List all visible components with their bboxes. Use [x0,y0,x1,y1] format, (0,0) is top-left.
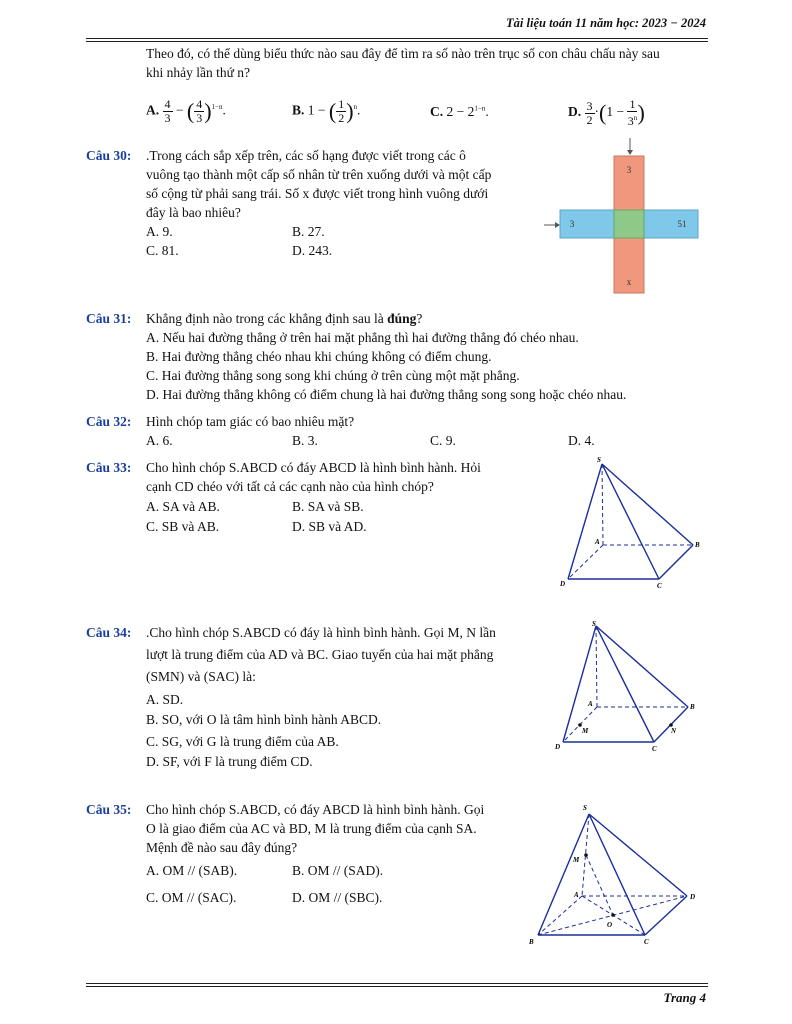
svg-text:O: O [607,921,613,929]
grid-right-value: 51 [677,219,687,229]
q32-label: Câu 32: [86,414,132,429]
q32-option-b: B. 3. [292,433,318,448]
q30-option-a: A. 9. [146,224,173,239]
q30-option-d: D. 243. [292,243,333,258]
q29-option-c: C. $2 - 2^{1-n}$. [430,104,489,119]
q35-option-c: C. OM // (SAC). [146,890,237,905]
q32-option-a: A. 6. [146,433,173,448]
down-arrow-head-icon [627,150,633,155]
q33-label: Câu 33: [86,460,132,475]
q34-option-b: B. SO, với O là tâm hình bình hành ABCD. [146,712,382,727]
svg-text:S: S [592,620,596,628]
grid-cell-center [614,210,644,238]
q34-line-3: (SMN) và (SAC) là: [146,669,256,684]
q35-option-a: A. OM // (SAB). [146,863,238,878]
q29-option-b: B. 1 − ( $\frac{1}{2}$ )$^n$. [292,97,361,125]
q34-line-1: .Cho hình chóp S.ABCD có đáy là hình bình hành. Gọi M, N lần [146,625,496,640]
q33-option-b: B. SA và SB. [292,499,364,514]
svg-text:S: S [583,804,587,812]
svg-text:A: A [574,891,579,899]
q32-option-d: D. 4. [568,433,595,448]
q31-option-d: D. Hai đường thẳng không có điểm chung là hai đường thẳng song song hoặc chéo nhau. [146,387,627,402]
q34-option-c: C. SG, với G là trung điểm của AB. [146,734,339,749]
q30-label: Câu 30: [86,148,132,163]
q35-option-b: B. OM // (SAD). [292,863,384,878]
page-number: Trang 4 [663,990,706,1005]
q31-option-b: B. Hai đường thẳng chéo nhau khi chúng không có điểm chung. [146,349,492,364]
header-rule-2 [86,41,708,42]
grid-top-value: 3 [626,165,632,175]
q34-label: Câu 34: [86,625,132,640]
svg-text:B: B [695,541,700,549]
q33-option-c: C. SB và AB. [146,519,220,534]
q35-line-2: O là giao điểm của AC và BD, M là trung điểm của cạnh SA. [146,821,477,836]
svg-text:B: B [690,703,695,711]
svg-text:M: M [582,727,589,735]
svg-text:D: D [555,743,561,751]
svg-text:N: N [671,727,677,735]
q35-option-d: D. OM // (SBC). [292,890,383,905]
q35-line-1: Cho hình chóp S.ABCD, có đáy ABCD là hình bình hành. Gọi [146,802,485,817]
footer-rule [86,983,708,984]
intro-line-1: Theo đó, có thể dùng biểu thức nào sau đây để tìm ra số nào trên trục số con châu chấu này sau [146,46,660,61]
grid-bottom-value: x [626,277,632,287]
q30-line-2: vuông tạo thành một cấp số nhân từ trên xuống dưới và một cấp [146,167,492,182]
grid-cell-right [644,210,698,238]
q31-stem: Khẳng định nào trong các khẳng định sau là đúng? [146,311,423,326]
q31-option-c: C. Hai đường thẳng song song khi chúng ở trên cùng một mặt phẳng. [146,368,520,383]
q33-line-1: Cho hình chóp S.ABCD có đáy ABCD là hình bình hành. Hỏi [146,460,481,475]
header-rule [86,38,708,39]
svg-text:D: D [690,893,696,901]
q30-option-c: C. 81. [146,243,179,258]
q29-option-a: A. $\frac{4}{3}$ − ( $\frac{4}{3}$ )$^{1-n}$. [146,97,226,125]
grid-cell-left [560,210,614,238]
svg-text:D: D [560,580,566,588]
svg-text:B: B [529,938,534,946]
svg-text:C: C [657,582,662,590]
q34-option-a: A. SD. [146,692,184,707]
q30-line-3: số cộng từ phải sang trái. Số x được viết trong hình vuông dưới [146,186,489,201]
q35-label: Câu 35: [86,802,132,817]
svg-text:M: M [573,856,580,864]
q30-option-b: B. 27. [292,224,325,239]
q34-pyramid-figure [550,618,710,758]
q31-option-a: A. Nếu hai đường thẳng ở trên hai mặt phẳng thì hai đường thẳng đó chéo nhau. [146,330,579,345]
q30-line-1: .Trong cách sắp xếp trên, các số hạng được viết trong các ô [146,148,466,163]
q35-pyramid-figure [525,798,705,950]
q33-option-a: A. SA và AB. [146,499,220,514]
q34-option-d: D. SF, với F là trung điểm CD. [146,754,313,769]
svg-text:A: A [588,700,593,708]
intro-line-2: khi nhảy lần thứ n? [146,65,251,80]
q32-stem: Hình chóp tam giác có bao nhiêu mặt? [146,414,355,429]
svg-text:C: C [644,938,649,946]
q31-label: Câu 31: [86,311,132,326]
footer-rule-2 [86,986,708,987]
grid-left-value: 3 [569,219,575,229]
svg-text:A: A [595,538,600,546]
q33-pyramid-figure [555,452,715,592]
q33-option-d: D. SB và AD. [292,519,367,534]
q33-line-2: cạnh CD chéo với tất cả các cạnh nào của hình chóp? [146,479,434,494]
q35-line-3: Mệnh đề nào sau đây đúng? [146,840,298,855]
svg-text:S: S [597,456,601,464]
q32-option-c: C. 9. [430,433,456,448]
header-title: Tài liệu toán 11 năm học: 2023 − 2024 [506,16,706,30]
right-arrow-head-icon [555,222,560,228]
q34-line-2: lượt là trung điểm của AD và BC. Giao tuyến của hai mặt phẳng [146,647,494,662]
q30-line-4: đây là bao nhiêu? [146,205,241,220]
q29-option-d: D. $\frac{3}{2}$ ·(1 − $\frac{1}{3^n}$ ) [568,97,645,128]
svg-text:C: C [652,745,657,753]
q30-grid-figure [540,136,710,301]
